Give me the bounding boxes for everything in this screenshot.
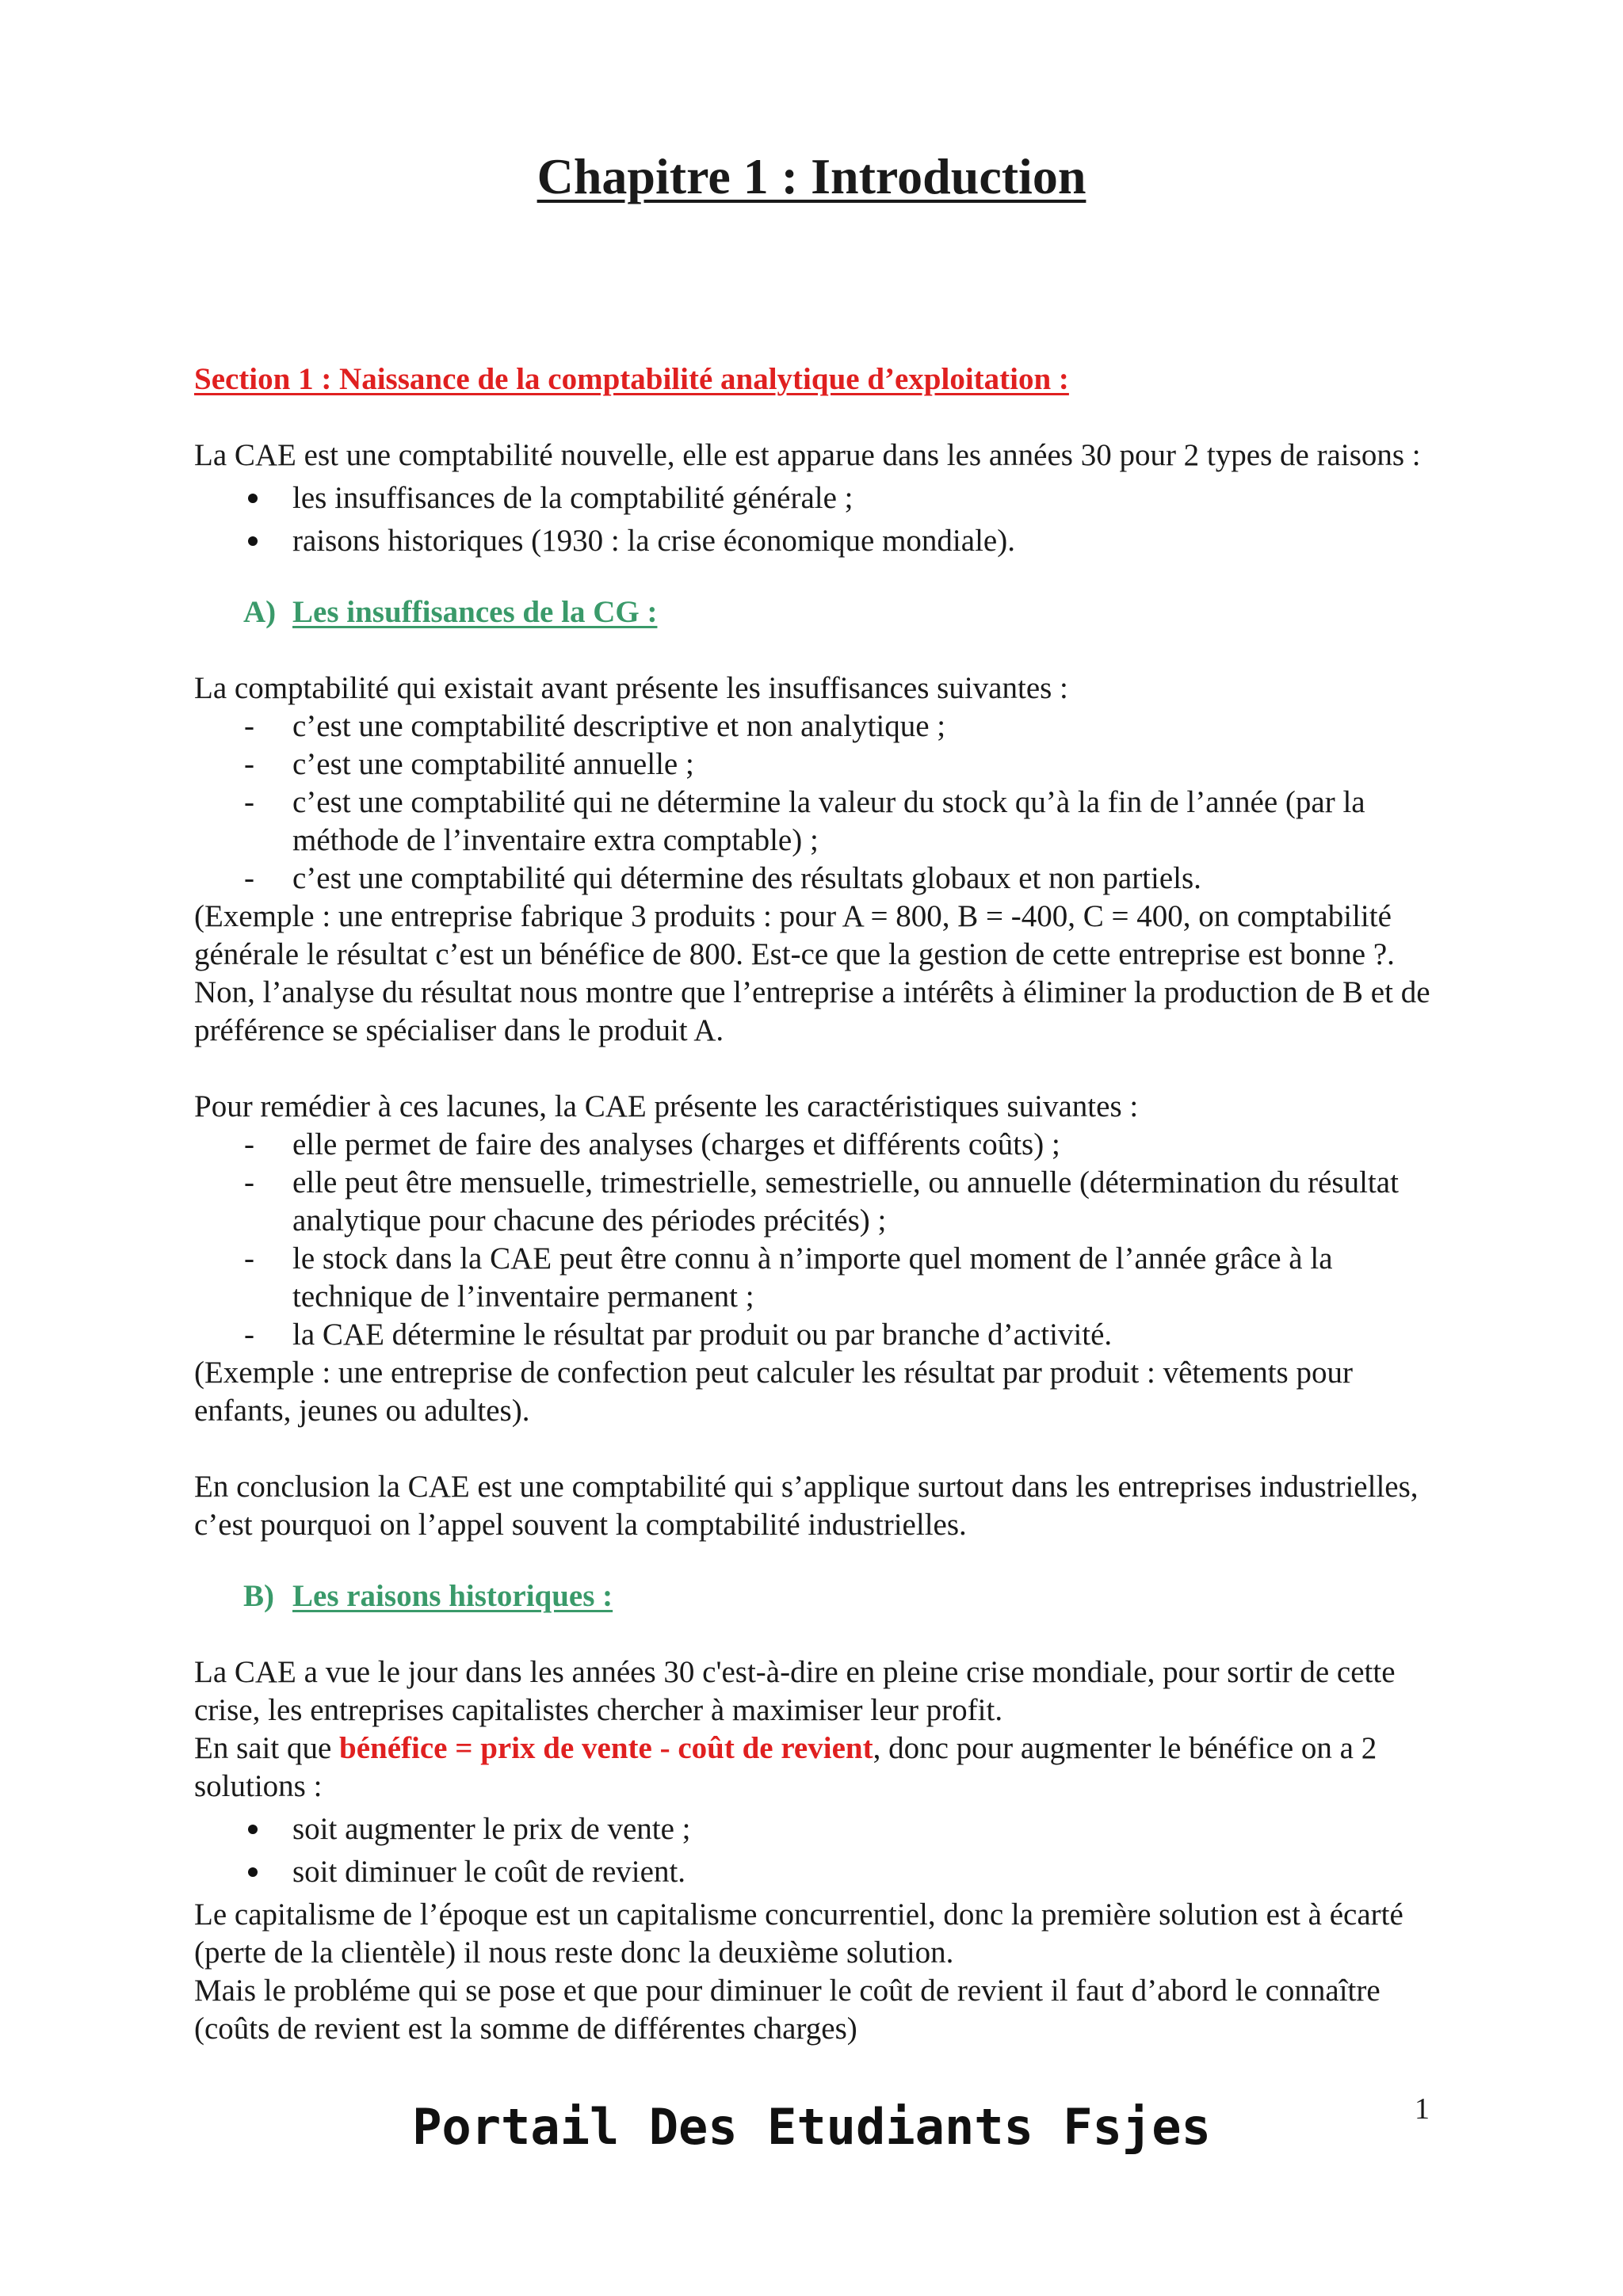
dash-icon: - xyxy=(244,747,254,781)
bullet-icon xyxy=(248,536,258,546)
page-title: Chapitre 1 : Introduction xyxy=(537,148,1086,204)
insufficiencies-list xyxy=(194,707,1438,898)
footer-watermark: Portail Des Etudiants Fsjes xyxy=(412,2098,1211,2156)
subsection-b-heading: B) Les raisons historiques : xyxy=(243,1579,613,1613)
formula-paragraph: En sait que bénéfice = prix de vente - coût de revient, donc pour augmenter le bénéfice on a 2 solutions : xyxy=(194,1731,1377,1803)
capitalism-paragraph: Le capitalisme de l’époque est un capitalisme concurrentiel, donc la première solution est à écarté (perte de la clientèle) il nous reste donc la deuxième solution. xyxy=(194,1897,1403,1970)
dash-icon: - xyxy=(244,1127,254,1161)
list-item: - elle peut être mensuelle, trimestrielle, semestrielle, ou annuelle (détermination du résultat analytique pour chacune des périodes précités) ; xyxy=(244,1165,1399,1238)
list-item: soit diminuer le coût de revient. xyxy=(194,1853,1438,1891)
list-item: - le stock dans la CAE peut être connu à n’importe quel moment de l’année grâce à la technique de l’inventaire permanent ; xyxy=(244,1241,1333,1314)
example-paragraph: (Exemple : une entreprise fabrique 3 produits : pour A = 800, B = -400, C = 400, on comptabilité générale le résultat c’est un bénéfice de 800. Est-ce que la gestion de cette entreprise est bonne ?. Non, l’analyse du résultat nous montre que l’entreprise a intérêts à éliminer la production de B et de préférence se spécialiser dans le produit A. xyxy=(194,899,1430,1047)
dash-icon: - xyxy=(244,1165,254,1199)
list-item: les insuffisances de la comptabilité générale ; xyxy=(194,479,1438,517)
list-item: - c’est une comptabilité qui détermine des résultats globaux et non partiels. xyxy=(194,860,1438,898)
bullet-icon xyxy=(248,1867,258,1877)
document-body xyxy=(194,360,1438,2048)
dash-icon: - xyxy=(244,1318,254,1352)
list-item: raisons historiques (1930 : la crise économique mondiale). xyxy=(194,522,1438,560)
remedy-intro: Pour remédier à ces lacunes, la CAE présente les caractéristiques suivantes : xyxy=(194,1089,1139,1123)
dash-icon: - xyxy=(244,861,254,895)
historical-paragraph: La CAE a vue le jour dans les années 30 c'est-à-dire en pleine crise mondiale, pour sortir de cette crise, les entreprises capitalistes chercher à maximiser leur profit. xyxy=(194,1655,1396,1727)
list-item: - la CAE détermine le résultat par produit ou par branche d’activité. xyxy=(194,1316,1438,1354)
section-1-heading: Section 1 : Naissance de la comptabilité analytique d’exploitation : xyxy=(194,362,1069,396)
example-paragraph-2: (Exemple : une entreprise de confection peut calculer les résultat par produit : vêtements pour enfants, jeunes ou adultes). xyxy=(194,1356,1353,1428)
solutions-list xyxy=(194,1810,1438,1891)
dash-icon: - xyxy=(244,709,254,743)
list-item: - elle permet de faire des analyses (charges et différents coûts) ; xyxy=(194,1126,1438,1164)
list-item: - c’est une comptabilité annuelle ; xyxy=(194,746,1438,784)
list-item: - c’est une comptabilité descriptive et non analytique ; xyxy=(194,707,1438,746)
subsection-a-intro: La comptabilité qui existait avant présente les insuffisances suivantes : xyxy=(194,671,1068,705)
conclusion-paragraph: En conclusion la CAE est une comptabilité qui s’applique surtout dans les entreprises industrielles, c’est pourquoi on l’appel souvent la comptabilité industrielles. xyxy=(194,1470,1419,1542)
dash-icon: - xyxy=(244,1241,254,1276)
bullet-icon xyxy=(248,494,258,503)
list-item: soit augmenter le prix de vente ; xyxy=(194,1810,1438,1848)
subsection-a-heading: A) Les insuffisances de la CG : xyxy=(243,595,658,629)
list-item: - c’est une comptabilité qui ne détermine la valeur du stock qu’à la fin de l’année (par la méthode de l’inventaire extra comptable) ; xyxy=(244,785,1365,857)
bullet-icon xyxy=(248,1825,258,1834)
section-1-intro: La CAE est une comptabilité nouvelle, elle est apparue dans les années 30 pour 2 types de raisons : xyxy=(194,438,1421,472)
page-number: 1 xyxy=(1415,2092,1430,2126)
profit-formula: bénéfice = prix de vente - coût de revient xyxy=(339,1731,873,1765)
section-1-bullet-list xyxy=(194,479,1438,560)
cost-paragraph: Mais le probléme qui se pose et que pour diminuer le coût de revient il faut d’abord le connaître (coûts de revient est la somme de différentes charges) xyxy=(194,1974,1381,2046)
remedy-list xyxy=(194,1126,1438,1354)
dash-icon: - xyxy=(244,785,254,819)
